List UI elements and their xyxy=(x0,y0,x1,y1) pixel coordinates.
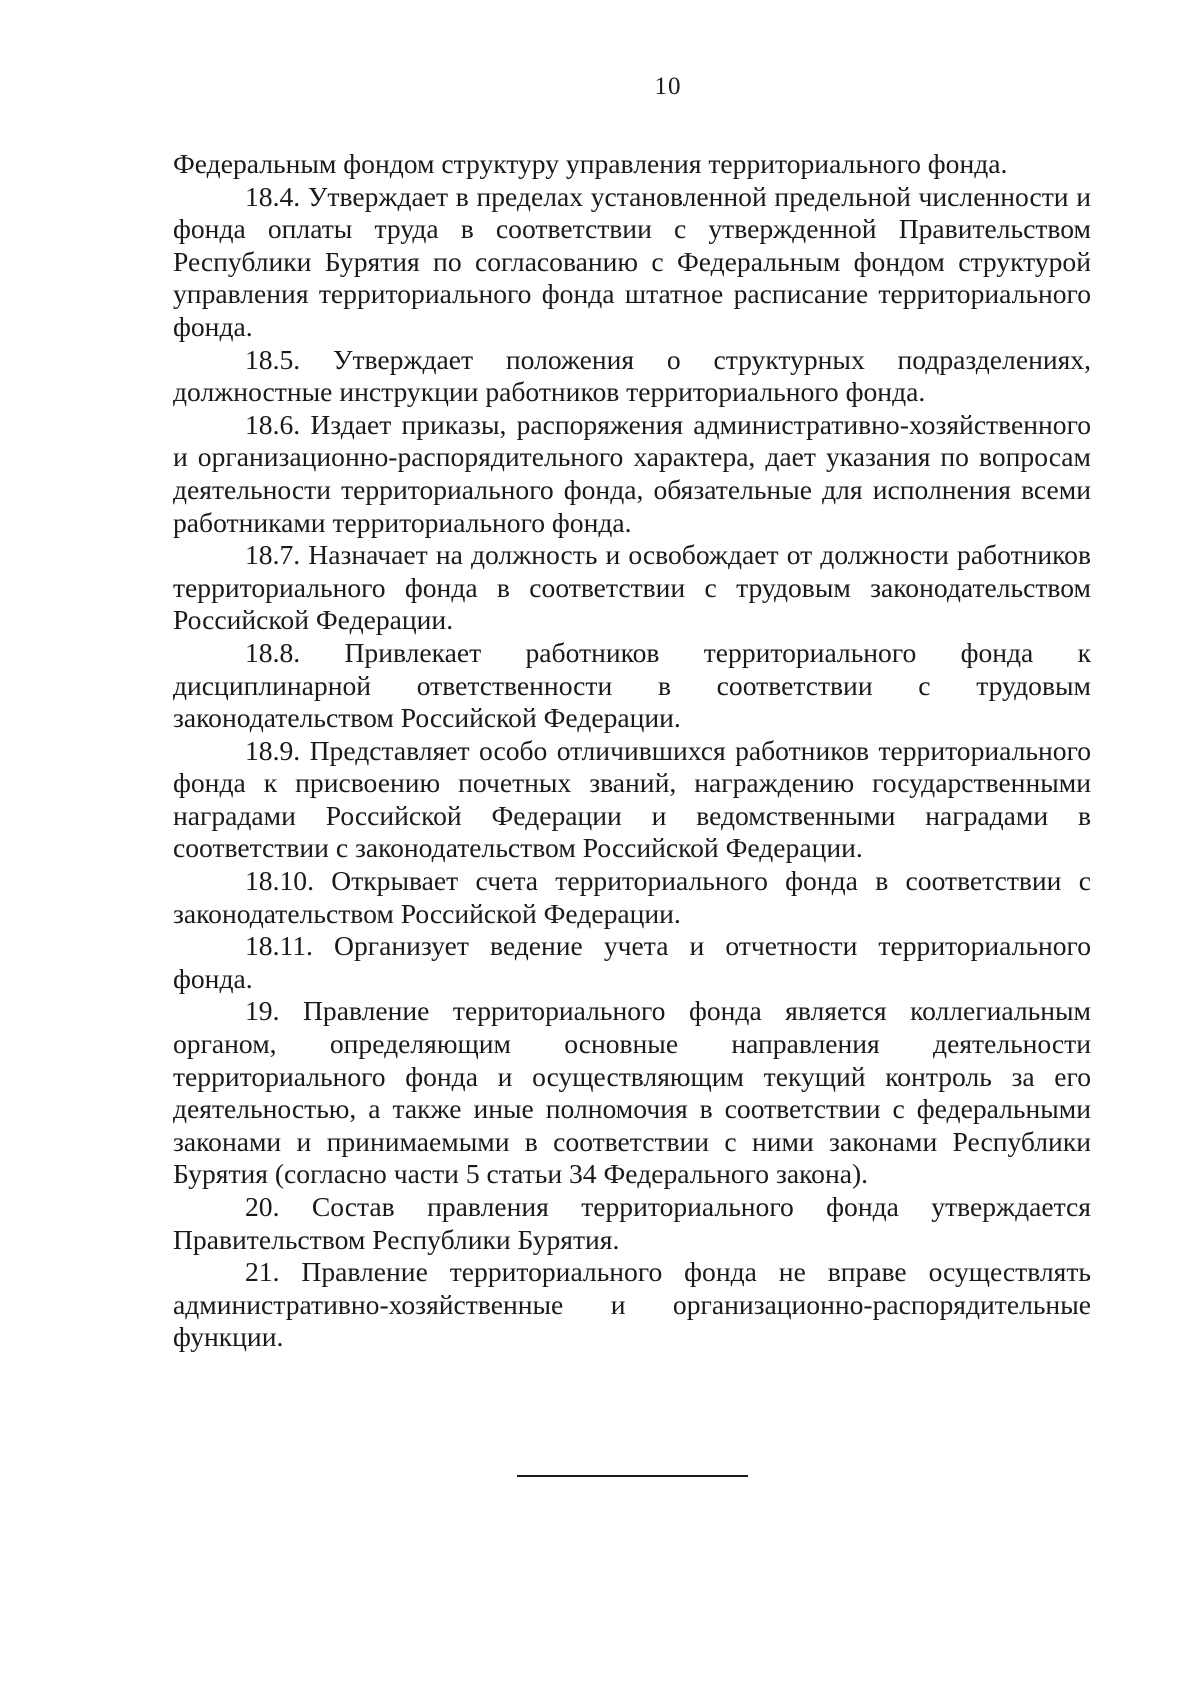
paragraph-18-9: 18.9. Представляет особо отличившихся работников территориального фонда к присвоению почетных званий, награждению государственными наградами Российской Федерации и ведомственными наградами в соответствии с законодательством Российской Федерации. xyxy=(173,734,1091,864)
paragraph-18-6: 18.6. Издает приказы, распоряжения административно-хозяйственного и организационно-распорядительного характера, дает указания по вопросам деятельности территориального фонда, обязательные для исполнения всеми работниками территориального фонда. xyxy=(173,408,1091,538)
page-number: 10 xyxy=(654,73,682,100)
paragraph-19: 19. Правление территориального фонда является коллегиальным органом, определяющим основные направления деятельности территориального фонда и осуществляющим текущий контроль за его деятельностью, а также иные полномочия в соответствии с федеральными законами и принимаемыми в соответствии с ними законами Республики Бурятия (согласно части 5 статьи 34 Федерального закона). xyxy=(173,995,1091,1190)
closing-separator-line xyxy=(517,1475,748,1477)
paragraph-18-11: 18.11. Организует ведение учета и отчетности территориального фонда. xyxy=(173,930,1091,994)
paragraph-18-5: 18.5. Утверждает положения о структурных подразделениях, должностные инструкции работников территориального фонда. xyxy=(173,343,1091,408)
paragraph-18-4: 18.4. Утверждает в пределах установленной предельной численности и фонда оплаты труда в соответствии с утвержденной Правительством Республики Бурятия по согласованию с Федеральным фондом структурой управления территориального фонда штатное расписание территориального фонда. xyxy=(173,180,1091,342)
paragraph-18-10: 18.10. Открывает счета территориального фонда в соответствии с законодательством Российской Федерации. xyxy=(173,865,1091,929)
paragraph-continuation: Федеральным фондом структуру управления территориального фонда. xyxy=(173,148,1008,179)
paragraph-20: 20. Состав правления территориального фонда утверждается Правительством Республики Бурятия. xyxy=(173,1191,1091,1255)
paragraph-18-8: 18.8. Привлекает работников территориального фонда к дисциплинарной ответственности в соответствии с трудовым законодательством Российской Федерации. xyxy=(173,636,1091,734)
paragraph-21: 21. Правление территориального фонда не вправе осуществлять административно-хозяйственные и организационно-распорядительные функции. xyxy=(173,1256,1091,1353)
paragraph-18-7: 18.7. Назначает на должность и освобождает от должности работников территориального фонда в соответствии с трудовым законодательством Российской Федерации. xyxy=(173,539,1091,636)
document-body xyxy=(173,148,1091,1354)
